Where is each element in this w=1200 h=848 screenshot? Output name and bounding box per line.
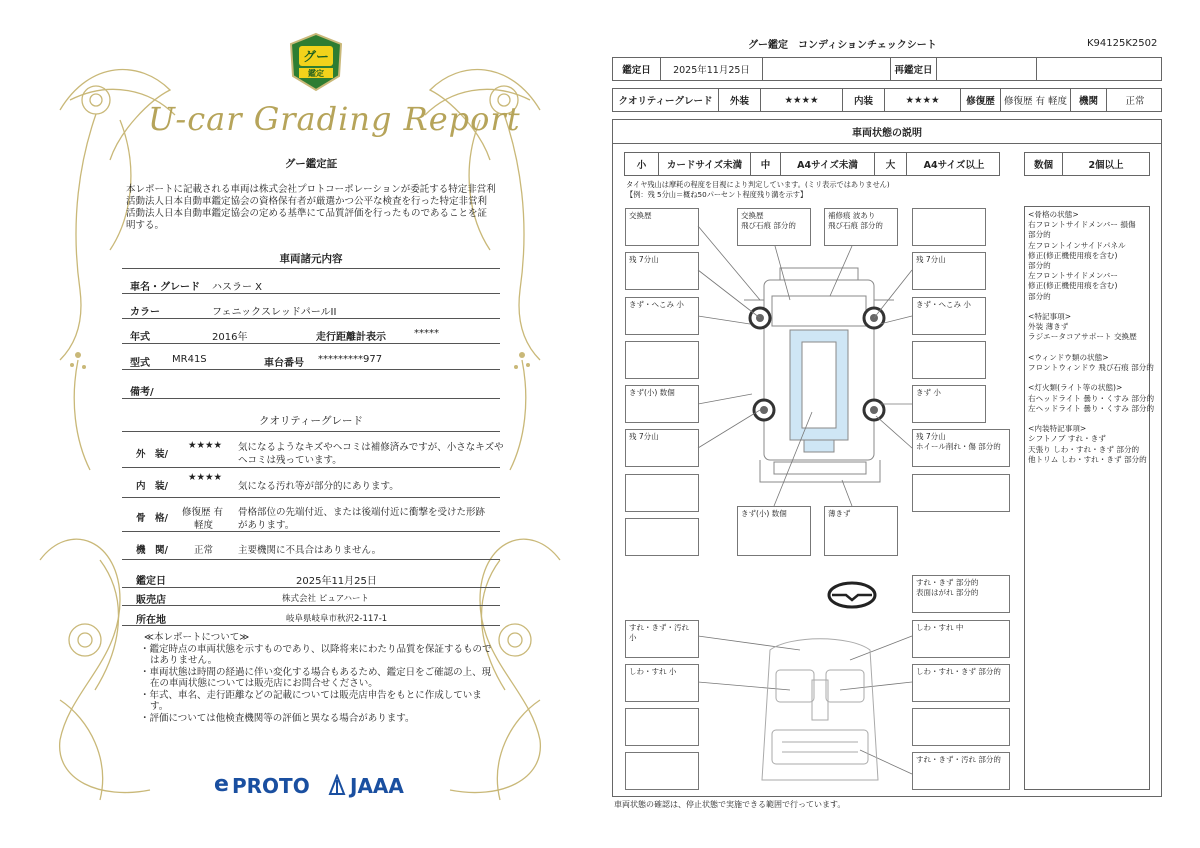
condition-note-line: 修正(修正機使用痕を含む) <box>1028 250 1118 260</box>
condition-note-line: シフトノブ すれ・きず <box>1028 434 1106 444</box>
legend-small-desc: カードサイズ未満 <box>659 153 751 175</box>
quality-title: クオリティーグレード <box>259 415 363 427</box>
note-item: ・評価については他検査機関等の評価と異なる場合があります。 <box>140 712 415 724</box>
quality-interior-grade: ★★★★ <box>188 472 223 483</box>
spec-name-label: 車名・グレード <box>130 282 200 293</box>
steering-wheel-icon <box>826 580 878 610</box>
condition-note-line: フロントウィンドウ 飛び石痕 部分的 <box>1028 363 1154 373</box>
damage-box <box>737 208 811 246</box>
cert-title: グー鑑定証 <box>284 158 338 170</box>
redate-label: 再鑑定日 <box>891 58 937 80</box>
condition-note-line: 右フロントサイドメンバー 損傷 <box>1028 220 1136 230</box>
damage-box <box>737 506 811 556</box>
quality-row-exterior <box>122 436 504 468</box>
condition-note-line: 部分的 <box>1028 261 1051 271</box>
proto-logo-icon: e <box>214 772 229 797</box>
legend-medium-desc: A4サイズ未満 <box>781 153 875 175</box>
footer-date-label: 鑑定日 <box>136 576 166 587</box>
condition-note-line: 部分的 <box>1028 291 1051 301</box>
quality-interior-desc1: 気になる汚れ等が部分的にあります。 <box>238 481 399 492</box>
condition-check-sheet <box>600 0 1200 848</box>
note-item: ・年式、車名、走行距離などの記載については販売店申告をもとに作成しています。 <box>140 689 482 712</box>
damage-box <box>912 620 1010 658</box>
spec-remarks-label: 備考/ <box>130 387 154 398</box>
damage-box <box>912 474 1010 512</box>
jaaa-logo-text: JAAA <box>350 774 404 798</box>
damage-box <box>625 385 699 423</box>
condition-note-line: 修正(修正機使用痕を含む) <box>1028 281 1118 291</box>
damage-box <box>625 752 699 790</box>
damage-box <box>625 620 699 658</box>
date-value: 2025年11月25日 <box>661 58 763 80</box>
spec-color-value: フェニックスレッドパールII <box>212 307 337 318</box>
condition-notes-panel <box>1024 206 1155 790</box>
spec-model-label: 型式 <box>130 358 150 369</box>
damage-text: 交換歴 飛び石痕 部分的 <box>741 211 796 230</box>
repair-label: 修復歴 <box>961 89 1001 111</box>
quality-row-interior <box>122 472 500 498</box>
damage-text: 残 7分山 <box>916 255 946 264</box>
spec-chassis-value: *********977 <box>318 354 383 365</box>
sheet-title: グー鑑定 コンディションチェックシート <box>748 40 937 51</box>
condition-note-line: 部分的 <box>1028 230 1051 240</box>
quality-exterior-desc1: 気になるようなキズやヘコミは補修済みですが、小さなキズや <box>238 442 504 453</box>
int-label: 内装 <box>843 89 885 111</box>
spec-row-year <box>122 322 500 344</box>
damage-box <box>912 429 1010 467</box>
spec-mileage-value: ***** <box>414 328 439 339</box>
damage-box <box>625 518 699 556</box>
engine-value: 正常 <box>1125 96 1145 107</box>
condition-note-line: <骨格の状態> <box>1028 210 1079 219</box>
damage-box <box>912 575 1010 613</box>
quality-row-frame <box>122 502 500 532</box>
legend-count-label: 数個 <box>1025 153 1063 175</box>
damage-box <box>625 429 699 467</box>
damage-text: 残 7分山 <box>629 255 659 264</box>
date-label: 鑑定日 <box>613 58 661 80</box>
damage-text: しわ・すれ 中 <box>916 623 964 632</box>
damage-box <box>912 252 986 290</box>
legend-large-desc: A4サイズ以上 <box>923 160 985 171</box>
ext-value: ★★★★ <box>761 89 843 111</box>
damage-box <box>824 506 898 556</box>
damage-text: すれ・きず・汚れ 部分的 <box>916 755 1001 764</box>
quality-exterior-grade: ★★★★ <box>188 440 223 451</box>
damage-text: しわ・すれ・きず 部分的 <box>916 667 1001 676</box>
quality-engine-grade: 正常 <box>194 545 214 556</box>
doc-id: K94125K2502 <box>1087 38 1158 49</box>
spec-chassis-label: 車台番号 <box>264 358 304 369</box>
spec-mileage-label: 走行距離計表示 <box>316 332 386 343</box>
spec-row-model <box>122 348 500 370</box>
spec-model-value: MR41S <box>172 354 207 365</box>
quality-engine-label: 機 関/ <box>136 545 168 556</box>
damage-box <box>912 341 986 379</box>
condition-note-line: 左ヘッドライト 曇り・くすみ 部分的 <box>1028 403 1155 413</box>
damage-text: 補修痕 波あり 飛び石痕 部分的 <box>828 211 883 230</box>
notes-title: ≪本レポートについて≫ <box>144 632 250 643</box>
condition-note-line: <灯火類(ライト等の状態)> <box>1028 383 1123 393</box>
qg-label: クオリティーグレード <box>613 89 719 111</box>
spec-name-value: ハスラー X <box>212 282 263 293</box>
legend-small: 小 <box>625 153 659 175</box>
condition-note-line: <ウィンドウ類の状態> <box>1028 352 1109 362</box>
damage-box <box>625 208 699 246</box>
quality-frame-desc1: 骨格部位の先端付近、または後端付近に衝撃を受けた形跡 <box>238 507 486 518</box>
repair-value: 修復歴 有 軽度 <box>1001 89 1071 111</box>
damage-text: きず(小) 数個 <box>629 388 675 397</box>
condition-note-line <box>1028 373 1146 383</box>
damage-text: きず・へこみ 小 <box>629 300 684 309</box>
condition-note-line: ラジエータコアサポート 交換歴 <box>1028 332 1137 342</box>
intro-text: 本レポートに記載される車両は株式会社プロトコーポレーションが委託する特定非営利活動法人日本自動車鑑定協会の資格保有者が厳選かつ公平な検査を行った特定非営利活動法人日本自動車鑑定協会の定める基準にて品質評価を行ったものであることを証明する。 <box>126 184 496 231</box>
spec-title: 車両諸元内容 <box>279 253 343 265</box>
condition-note-line: 右ヘッドライト 曇り・くすみ 部分的 <box>1028 393 1155 403</box>
footer-address-label: 所在地 <box>136 615 166 626</box>
legend-large: 大 <box>875 153 907 175</box>
damage-text: きず(小) 数個 <box>741 509 787 518</box>
spec-row-name <box>122 272 500 294</box>
spec-color-label: カラー <box>130 307 160 318</box>
quality-exterior-desc2: ヘコミは残っています。 <box>238 455 342 466</box>
car-interior-diagram <box>750 630 890 790</box>
note-item: ・車両状態は時間の経過に伴い変化する場合もあるため、鑑定日をご確認の上、現在の車両状態については販売店にお問合せください。 <box>140 666 492 689</box>
damage-box <box>912 664 1010 702</box>
damage-box <box>625 252 699 290</box>
tire-note-1: タイヤ残山は摩耗の程度を目視により判定しています。(ミリ表示ではありません) <box>626 180 890 189</box>
ext-label: 外装 <box>719 89 761 111</box>
condition-note-line: 他トリム しわ・すれ・きず 部分的 <box>1028 454 1147 464</box>
condition-note-line: <特記事項> <box>1028 312 1072 322</box>
damage-text: すれ・きず 部分的 表面はがれ 部分的 <box>916 578 979 597</box>
legend-count-desc: 2個以上 <box>1088 160 1124 171</box>
damage-text: 交換歴 <box>629 211 652 220</box>
damage-box <box>912 208 986 246</box>
damage-text: 薄きず <box>828 509 851 518</box>
damage-box <box>912 752 1010 790</box>
note-item: ・鑑定時点の車両状態を示すものであり、以降将来にわたり品質を保証するものではありません。 <box>140 643 492 666</box>
jaaa-logo-icon <box>328 774 346 796</box>
footer-address-value: 岐阜県岐阜市秋沢2-117-1 <box>286 614 388 624</box>
quality-engine-desc1: 主要機関に不具合はありません。 <box>238 545 382 556</box>
damage-box <box>625 474 699 512</box>
damage-box <box>625 664 699 702</box>
explain-title: 車両状態の説明 <box>613 120 1161 144</box>
condition-note-line: 外装 薄きず <box>1028 322 1069 332</box>
quality-divider <box>122 431 500 432</box>
legend-medium: 中 <box>751 153 781 175</box>
footer-logos <box>214 772 414 798</box>
footer-row-date <box>122 566 500 588</box>
condition-note-line <box>1028 343 1146 353</box>
footer-row-shop <box>122 586 500 606</box>
damage-text: 残 7分山 ホイール削れ・傷 部分的 <box>916 432 1001 451</box>
spec-row-color <box>122 297 500 319</box>
damage-box <box>912 297 986 335</box>
spec-year-value: 2016年 <box>212 332 248 343</box>
damage-box <box>625 297 699 335</box>
condition-note-line <box>1028 414 1146 424</box>
damage-box <box>824 208 898 246</box>
damage-box <box>912 385 986 423</box>
quality-frame-label: 骨 格/ <box>136 513 168 524</box>
damage-box <box>912 708 1010 746</box>
damage-text: しわ・すれ 小 <box>629 667 677 676</box>
badge-top-text: グー <box>302 50 329 65</box>
damage-text: きず 小 <box>916 388 941 397</box>
damage-text: すれ・きず・汚れ 小 <box>629 623 689 642</box>
badge-bottom-text: 鑑定 <box>308 69 324 78</box>
condition-note-line: 天張り しわ・すれ・きず 部分的 <box>1028 444 1140 454</box>
int-value: ★★★★ <box>885 89 961 111</box>
damage-box <box>625 708 699 746</box>
spec-divider <box>122 268 500 269</box>
footer-shop-value: 株式会社 ピュアハート <box>282 594 370 604</box>
quality-frame-desc2: があります。 <box>238 520 295 531</box>
script-title: U-car Grading Report <box>148 100 521 138</box>
spec-row-remarks <box>122 377 500 399</box>
quality-interior-label: 内 装/ <box>136 481 168 492</box>
condition-note-line: 左フロントサイドメンバー <box>1028 271 1118 281</box>
quality-row-engine <box>122 536 500 560</box>
engine-label: 機関 <box>1071 89 1107 111</box>
proto-logo-text: PROTO <box>232 774 310 798</box>
condition-note-line: <内装特記事項> <box>1028 424 1087 434</box>
footer-shop-label: 販売店 <box>136 595 166 606</box>
footer-row-address <box>122 606 500 626</box>
bottom-note: 車両状態の確認は、停止状態で実施できる範囲で行っています。 <box>614 800 846 809</box>
footer-date-value: 2025年11月25日 <box>296 576 377 587</box>
quality-exterior-label: 外 装/ <box>136 449 168 460</box>
tire-note-2: 【例：残 5分山＝概ね50パーセント程度残り溝を示す】 <box>626 190 808 199</box>
quality-frame-grade: 修復歴 有 <box>182 507 224 518</box>
damage-text: きず・へこみ 小 <box>916 300 971 309</box>
quality-frame-grade2: 軽度 <box>194 520 214 531</box>
report-notes <box>140 632 500 724</box>
condition-notes-list <box>1028 210 1155 465</box>
damage-box <box>625 341 699 379</box>
spec-year-label: 年式 <box>130 332 150 343</box>
damage-text: 残 7分山 <box>629 432 659 441</box>
condition-note-line <box>1028 302 1146 312</box>
condition-note-line: 左フロントインサイドパネル <box>1028 240 1126 250</box>
